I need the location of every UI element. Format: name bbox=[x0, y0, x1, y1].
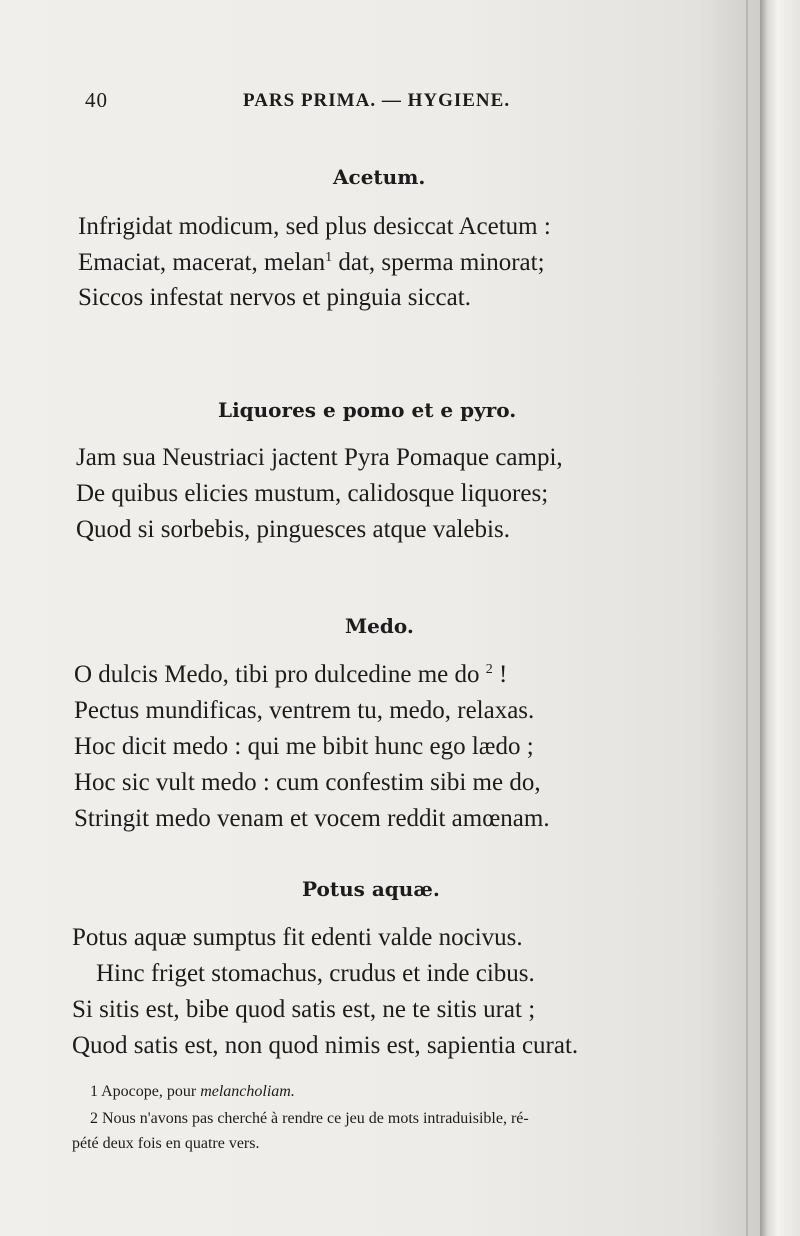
footnote-ref: 1 bbox=[325, 250, 333, 265]
page-edge-line bbox=[746, 0, 748, 1236]
verse-line: Hinc friget stomachus, crudus et inde cibus. bbox=[96, 960, 535, 987]
verse-line: Stringit medo venam et vocem reddit amœnam. bbox=[74, 805, 550, 832]
footnote-1: 1 Apocope, pour melancholiam. bbox=[90, 1083, 295, 1100]
running-title: PARS PRIMA. — HYGIENE. bbox=[243, 90, 511, 111]
verse-line: O dulcis Medo, tibi pro dulcedine me do $^2$ ! bbox=[74, 661, 508, 688]
verse-line: Hoc sic vult medo : cum confestim sibi me do, bbox=[74, 769, 541, 796]
section-title-acetum: Acetum. bbox=[333, 165, 426, 189]
footnote-2-line-2: pété deux fois en quatre vers. bbox=[72, 1135, 260, 1152]
section-title-medo: Medo. bbox=[345, 614, 414, 638]
verse-line: Infrigidat modicum, sed plus desiccat Acetum : bbox=[78, 213, 551, 240]
verse-line: De quibus elicies mustum, calidosque liquores; bbox=[76, 480, 549, 507]
verse-line: Emaciat, macerat, melan$^1$ dat, sperma minorat; bbox=[78, 249, 545, 276]
section-title-liquores: Liquores e pomo et e pyro. bbox=[218, 398, 517, 422]
verse-line: Pectus mundificas, ventrem tu, medo, relaxas. bbox=[74, 697, 535, 724]
verse-line: Jam sua Neustriaci jactent Pyra Pomaque campi, bbox=[76, 444, 563, 471]
verse-line: Siccos infestat nervos et pinguia siccat. bbox=[78, 284, 471, 311]
verse-line: Si sitis est, bibe quod satis est, ne te sitis urat ; bbox=[72, 996, 536, 1023]
book-gutter bbox=[760, 0, 800, 1236]
footnote-ref: 2 bbox=[485, 662, 493, 677]
verse-line: Potus aquæ sumptus fit edenti valde nocivus. bbox=[72, 924, 523, 951]
page-number: 40 bbox=[85, 88, 108, 112]
page-header bbox=[85, 88, 535, 114]
verse-line: Hoc dicit medo : qui me bibit hunc ego lædo ; bbox=[74, 733, 534, 760]
footnote-2-line-1: 2 Nous n'avons pas cherché à rendre ce jeu de mots intraduisible, ré- bbox=[90, 1110, 529, 1127]
verse-line: Quod si sorbebis, pinguesces atque valebis. bbox=[76, 516, 510, 543]
section-title-potus-aquae: Potus aquæ. bbox=[302, 877, 440, 901]
verse-line: Quod satis est, non quod nimis est, sapientia curat. bbox=[72, 1032, 579, 1059]
